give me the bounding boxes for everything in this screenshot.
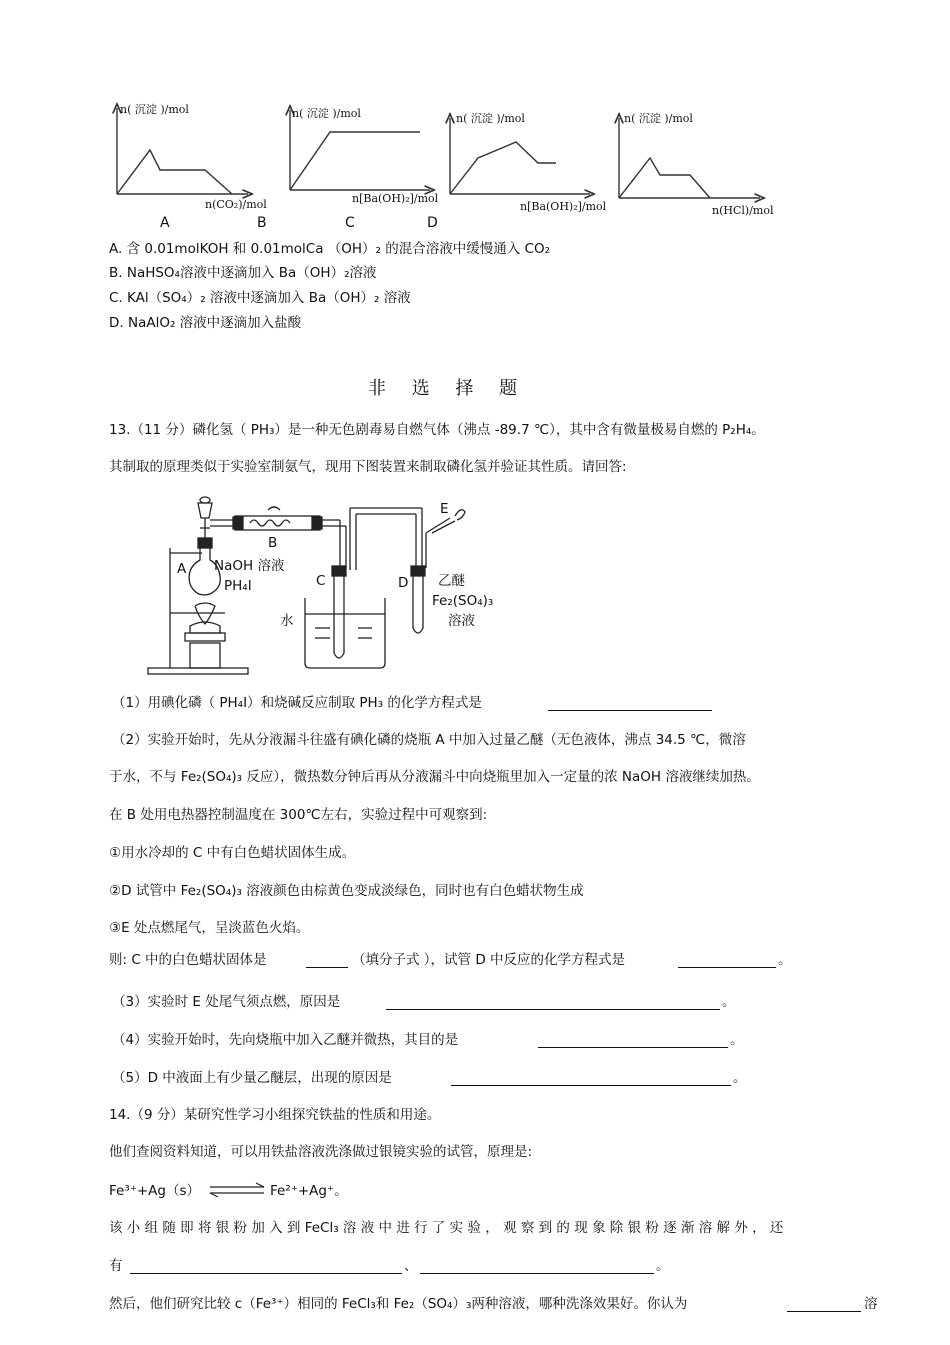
graph-d (619, 118, 760, 198)
q13-observation-2: ②D 试管中 Fe₂(SO₄)₃ 溶液颜色由棕黄色变成淡绿色，同时也有白色蜡状物生成 (109, 883, 584, 899)
q13-then-a: 则: C 中的白色蜡状固体是 (109, 952, 267, 968)
answer-blank-8[interactable] (787, 1297, 861, 1312)
q13-observation-3: ③E 处点燃尾气，呈淡蓝色火焰。 (109, 920, 310, 936)
period-5: 。 (733, 1070, 747, 1086)
graph-a-ylabel: n( 沉淀 )/mol (120, 103, 189, 116)
answer-blank-3[interactable] (386, 995, 720, 1010)
label-ph4i: PH₄I (224, 578, 252, 594)
graph-d-curve (619, 158, 710, 198)
answer-blank-7[interactable] (420, 1259, 654, 1274)
period-6: 。 (656, 1258, 670, 1274)
label-fe: Fe₂(SO₄)₃ (432, 593, 494, 609)
answer-blank-4[interactable] (538, 1033, 728, 1048)
graph-c-curve (450, 142, 556, 194)
option-c: C. KAl（SO₄）₂ 溶液中逐滴加入 Ba（OH）₂ 溶液 (109, 290, 411, 306)
graph-letter-b: B (257, 215, 267, 231)
label-solution: 溶液 (448, 613, 475, 629)
q13-part3: （3）实验时 E 处尾气须点燃，原因是 (112, 994, 341, 1010)
option-d: D. NaAlO₂ 溶液中逐滴加入盐酸 (109, 315, 302, 331)
graph-d-ylabel: n( 沉淀 )/mol (624, 112, 693, 125)
q13-part5: （5）D 中液面上有少量乙醚层，出现的原因是 (112, 1070, 392, 1086)
graph-c-xlabel: n[Ba(OH)₂]/mol (520, 200, 607, 213)
label-ether: 乙醚 (438, 573, 465, 589)
q14-equation-right: Fe²⁺+Ag⁺。 (270, 1183, 348, 1199)
q14-line6-end: 溶 (864, 1296, 878, 1312)
graph-b-xlabel: n[Ba(OH)₂]/mol (352, 192, 439, 205)
graph-b (290, 110, 430, 190)
graph-b-curve (290, 132, 420, 190)
q13-part4: （4）实验开始时，先向烧瓶中加入乙醚并微热，其目的是 (112, 1032, 459, 1048)
q14-equation-left: Fe³⁺+Ag（s） (109, 1183, 201, 1199)
graph-b-ylabel: n( 沉淀 )/mol (292, 107, 361, 120)
q14-line2: 他们查阅资料知道，可以用铁盐溶液洗涤做过银镜实验的试管，原理是: (109, 1144, 533, 1160)
label-water: 水 (280, 613, 294, 629)
graph-letter-a: A (160, 215, 170, 231)
answer-blank-1[interactable] (548, 696, 712, 711)
q13-then-b: （填分子式 ），试管 D 中反应的化学方程式是 (352, 952, 626, 968)
graph-a-xlabel: n(CO₂)/mol (205, 198, 267, 211)
separator: 、 (404, 1258, 418, 1274)
answer-blank-6[interactable] (130, 1259, 402, 1274)
q13-part1: （1）用碘化磷（ PH₄I）和烧碱反应制取 PH₃ 的化学方程式是 (112, 695, 482, 711)
label-b: B (268, 535, 278, 551)
graph-d-xlabel: n(HCl)/mol (712, 204, 774, 217)
label-c: C (316, 573, 326, 589)
label-d: D (398, 575, 409, 591)
label-e: E (440, 501, 449, 517)
graph-c-ylabel: n( 沉淀 )/mol (456, 112, 525, 125)
equilibrium-arrow (206, 1182, 268, 1198)
period-4: 。 (730, 1032, 744, 1048)
q13-part2-line2: 于水，不与 Fe₂(SO₄)₃ 反应），微热数分钟后再从分液漏斗中向烧瓶里加入一定量的浓 NaOH 溶液继续加热。 (109, 769, 760, 785)
label-naoh: NaOH 溶液 (214, 558, 285, 574)
q14-line5-start: 有 (109, 1258, 123, 1274)
section-title: 非 选 择 题 (368, 378, 528, 399)
graph-a-curve (117, 150, 232, 194)
answer-blank-formula[interactable] (306, 953, 348, 968)
graph-letter-d: D (427, 215, 438, 231)
option-a: A. 含 0.01molKOH 和 0.01molCa （OH）₂ 的混合溶液中缓慢通入 CO₂ (109, 241, 551, 257)
q13-part2-line1: （2）实验开始时，先从分液漏斗往盛有碘化磷的烧瓶 A 中加入过量乙醚（无色液体，沸点 34.5 ℃，微溶 (112, 732, 746, 748)
q13-line2: 其制取的原理类似于实验室制氨气，现用下图装置来制取磷化氢并验证其性质。请回答: (109, 459, 627, 475)
period-1: 。 (778, 952, 792, 968)
option-b: B. NaHSO₄溶液中逐滴加入 Ba（OH）₂溶液 (109, 265, 377, 281)
q13-line1: 13.（11 分）磷化氢（ PH₃）是一种无色剧毒易自燃气体（沸点 -89.7 ℃），其中含有微量极易自燃的 P₂H₄。 (109, 422, 765, 438)
period-3: 。 (722, 994, 736, 1010)
q14-line4: 该 小 组 随 即 将 银 粉 加 入 到 FeCl₃ 溶 液 中 进 行 了 实 验 ， 观 察 到 的 现 象 除 银 粉 逐 渐 溶 解 外 ， 还 (109, 1220, 784, 1236)
graph-c (450, 118, 590, 194)
label-a: A (177, 561, 187, 577)
graph-a (117, 108, 248, 194)
answer-blank-2[interactable] (678, 953, 776, 968)
graph-letter-c: C (345, 215, 355, 231)
q13-observation-1: ①用水冷却的 C 中有白色蜡状固体生成。 (109, 845, 356, 861)
q14-line1: 14.（9 分）某研究性学习小组探究铁盐的性质和用途。 (109, 1107, 441, 1123)
answer-blank-5[interactable] (451, 1071, 731, 1086)
q14-line6: 然后，他们研究比较 c（Fe³⁺）相同的 FeCl₃和 Fe₂（SO₄）₃两种溶液，哪种洗涤效果好。你认为 (109, 1296, 688, 1312)
q13-part2-line3: 在 B 处用电热器控制温度在 300℃左右，实验过程中可观察到: (109, 807, 488, 823)
